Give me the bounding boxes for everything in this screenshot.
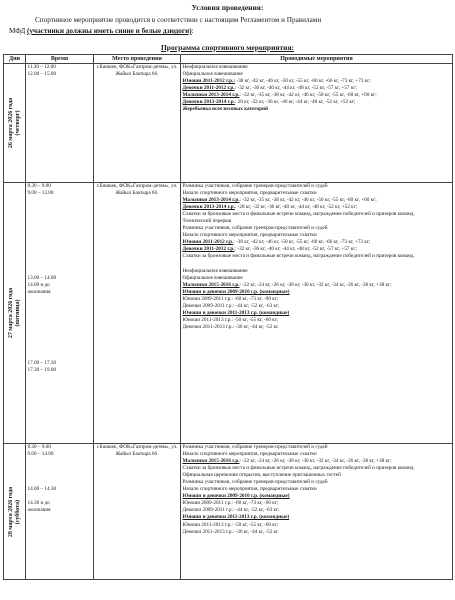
category-heading: Юноши 2011-2012 г.р. bbox=[182, 239, 234, 246]
intro-line-2 bbox=[9, 26, 449, 37]
event-line bbox=[183, 261, 451, 268]
events-cell bbox=[181, 444, 453, 580]
event-line: Юноши и девочки 2011-2013 г.р. (командные) bbox=[182, 309, 290, 316]
events-cell bbox=[181, 64, 453, 183]
time-line: 17.30 – 19.00 bbox=[27, 367, 57, 374]
event-line: Девочки 2011-2013 г.р.: -36 кг, -44 кг, -52 кг. bbox=[182, 323, 279, 330]
event-line: Юноши 2011-2013 г.р.: -50 кг, -55 кг, -60 кг; bbox=[182, 316, 279, 323]
time-line: 8.30 – 9.00 bbox=[27, 183, 51, 189]
category-heading: Мальчики 2015-2016 г.р. bbox=[182, 458, 240, 465]
category-heading: Мальчики 2013-2014 г.р. bbox=[182, 92, 240, 99]
event-line: Девочки 2011-2012 г.р.: -32 кг, -36 кг, -40 кг, -44 кг, -48 кг, -52 кг, -57 кг, +57 кг; bbox=[182, 246, 357, 253]
event-line: Жеребьевка всех весовых категорий bbox=[182, 106, 268, 113]
event-line: Мальчики 2013-2014 г.р.: -32 кг, -35 кг, -38 кг, -42 кг, -46 кг, -50 кг, -55 кг, -60 кг, +60 кг; bbox=[182, 92, 377, 99]
event-line: Разминка участников, собрание тренеров-представителей и судей bbox=[182, 479, 328, 486]
time-line: 13.00 – 14.00 bbox=[27, 275, 57, 282]
time-cell bbox=[26, 64, 94, 183]
day-label: 26 марта 2026 года (четверг) bbox=[7, 97, 21, 149]
time-line: 14.00 и до bbox=[27, 282, 50, 289]
intro-line-1: Спортивное мероприятие проводится в соответствии с настоящим Регламентом и Правилами bbox=[35, 16, 322, 24]
event-line: Мальчики 2015-2016 г.р.: -22 кг, -24 кг, -26 кг, -28 кг, -30 кг, -32 кг, -34 кг, -36 кг, -38 кг, +38 кг; bbox=[182, 458, 392, 465]
event-line: Официальное взвешивание bbox=[182, 71, 243, 78]
intro-line-2-suffix: : bbox=[191, 27, 194, 35]
event-line: Разминка участников, собрание тренеров-представителей и судей bbox=[182, 183, 328, 189]
day-row-2 bbox=[4, 183, 453, 444]
place-cell: г.Бишкек, ФОК«Газпром-детям», ул. Жайыл Баатыра 66. bbox=[94, 64, 181, 183]
schedule-header-row bbox=[4, 55, 453, 64]
event-line: Девочки 2013-2014 г.р.: 28 кг, -32 кг, -36 кг, -40 кг, -44 кг, -48 кг, -52 кг, +52 кг; bbox=[182, 99, 356, 106]
intro-paragraph bbox=[9, 15, 449, 37]
event-line: Девочки 2011-2013 г.р.: -36 кг, -44 кг, -52 кг. bbox=[182, 528, 279, 535]
header-place: Место проведения bbox=[94, 55, 181, 64]
event-line: Девочки 2013-2014 г.р.: -28 кг, -32 кг, -36 кг, -40 кг, -44 кг, -48 кг, -52 кг, +52 кг; bbox=[182, 204, 358, 211]
time-line: 17.00 – 17.30 bbox=[27, 360, 57, 367]
event-line: Юноши 2011-2012 г.р.: -38 кг, -42 кг, -46 кг, -50 кг, -55 кг, -60 кг, -66 кг, -73 кг, +73 кг; bbox=[182, 78, 371, 85]
category-heading: Девочки 2011-2012 г.р. bbox=[182, 246, 235, 253]
event-line: Юноши и девочки 2009-2010 г.р. (командные) bbox=[182, 288, 290, 295]
event-line: Схватки за бронзовые места и финальные встречи команд, награждение победителей и призеров команд. bbox=[182, 253, 415, 260]
event-line: Мальчики 2013-2014 г.р.: -32 кг, -35 кг, -38 кг, -42 кг, -46 кг, -50 кг, -55 кг, -60 кг, +60 кг; bbox=[182, 197, 377, 204]
day-cell bbox=[4, 444, 26, 580]
category-heading: Мальчики 2013-2014 г.р. bbox=[182, 197, 240, 204]
time-line: 9.00 – 14.00 bbox=[27, 451, 54, 458]
event-line: Девочки 2009-2011 г.р.: -44 кг, -52 кг, -63 кг; bbox=[182, 507, 280, 514]
event-line: Неофициальное взвешивание bbox=[182, 64, 248, 70]
time-line: 14.00 – 14.30 bbox=[27, 486, 57, 493]
header-time: Время bbox=[26, 55, 94, 64]
time-line: 8.30 – 9.00 bbox=[27, 444, 51, 450]
time-line: 11.30 – 12.00 bbox=[27, 64, 56, 70]
header-events: Проводимые мероприятия bbox=[181, 55, 453, 64]
day-cell bbox=[4, 183, 26, 444]
time-line: 12.00 – 15.00 bbox=[27, 71, 57, 78]
event-line: Неофициальное взвешивание bbox=[182, 267, 248, 274]
place-cell: г.Бишкек, ФОК«Газпром-детям», ул. Жайыл Баатыра 66. bbox=[94, 444, 181, 580]
day-cell bbox=[4, 64, 26, 183]
conditions-title: Условия проведения: bbox=[191, 3, 264, 12]
event-line: Разминка участников, собрание тренеров-представителей и судей bbox=[182, 225, 328, 232]
day-row-3 bbox=[4, 444, 453, 580]
event-line: Технический перерыв bbox=[182, 218, 232, 225]
event-line: Юноши 2011-2012 г.р.: -38 кг, -42 кг, -46 кг, -50 кг, -55 кг, -60 кг, -66 кг, -73 кг, +73 кг; bbox=[182, 239, 371, 246]
event-line: Юноши и девочки 2009-2010 г.р. (командные) bbox=[182, 493, 290, 500]
time-line: окончания bbox=[27, 507, 51, 514]
intro-equipment-note: (участники должны иметь синие и белые дзюдоги) bbox=[27, 27, 192, 35]
time-line: 14.30 и до bbox=[27, 500, 50, 507]
category-heading: Девочки 2013-2014 г.р. bbox=[182, 204, 235, 211]
event-line: Юноши 2009-2011 г.р.: -60 кг, -73 кг, -90 кг; bbox=[182, 295, 279, 302]
day-label: 28 марта 2026 года (суббота) bbox=[7, 486, 21, 537]
category-heading: Девочки 2011-2012 г.р. bbox=[182, 85, 235, 92]
day-label: 27 марта 2026 года (пятница) bbox=[7, 287, 21, 339]
event-line: Девочки 2011-2012 г.р.: -32 кг, -36 кг, -40 кг, -44 кг, -48 кг, -52 кг, -57 кг, +57 кг; bbox=[182, 85, 357, 92]
day-row-1 bbox=[4, 64, 453, 183]
event-line: Юноши и девочки 2011-2013 г.р. (командные) bbox=[182, 514, 290, 521]
event-line: Начало спортивного мероприятия, предварительные схватки bbox=[182, 451, 317, 458]
time-cell bbox=[26, 183, 94, 444]
event-line: Девочки 2009-2011 г.р.: -44 кг, -52 кг, -63 кг; bbox=[182, 302, 280, 309]
category-heading: Мальчики 2015-2016 г.р. bbox=[182, 281, 240, 288]
event-line: Схватки за бронзовые места и финальные встречи команд, награждение победителей и призеров команд. bbox=[182, 465, 415, 472]
event-line: Начало спортивного мероприятия, предварительные схватки bbox=[182, 232, 317, 239]
header-days: Дни bbox=[4, 55, 26, 64]
category-heading: Юноши 2011-2012 г.р.: bbox=[182, 78, 236, 85]
event-line: Юноши 2009-2011 г.р.: -60 кг, -73 кг, -90 кг; bbox=[182, 500, 279, 507]
time-line: 9.00 – 13.00 bbox=[27, 190, 54, 197]
event-line: Начало спортивного мероприятия, предварительные схватки bbox=[182, 486, 317, 493]
category-heading: Девочки 2013-2014 г.р. bbox=[182, 99, 235, 106]
events-cell bbox=[181, 183, 453, 444]
intro-line-2-prefix: МФД bbox=[9, 27, 28, 35]
event-line: Разминка участников, собрание тренеров-представителей и судей bbox=[182, 444, 328, 450]
event-line: Мальчики 2015-2016 г.р.: -22 кг, -24 кг, -26 кг, -28 кг, -30 кг, -32 кг, -34 кг, -36 кг, -38 кг, +38 кг; bbox=[182, 281, 392, 288]
program-title: Программа спортивного мероприятия: bbox=[160, 43, 295, 52]
time-line: окончания bbox=[27, 289, 51, 296]
event-line: Юноши 2011-2013 г.р.: -50 кг, -55 кг, -60 кг; bbox=[182, 521, 279, 528]
schedule-table bbox=[3, 54, 453, 580]
event-line: Официальное взвешивание bbox=[182, 274, 243, 281]
event-line: Официальная церемония открытия, выступление приглашенных гостей bbox=[182, 472, 341, 479]
event-line: Схватки за бронзовые места и финальные встречи команд, награждение победителей и призеров команд. bbox=[182, 211, 415, 218]
time-cell bbox=[26, 444, 94, 580]
place-cell: г.Бишкек, ФОК«Газпром-детям», ул. Жайыл Баатыра 66. bbox=[94, 183, 181, 444]
event-line: Начало спортивного мероприятия, предварительные схватки bbox=[182, 190, 317, 197]
